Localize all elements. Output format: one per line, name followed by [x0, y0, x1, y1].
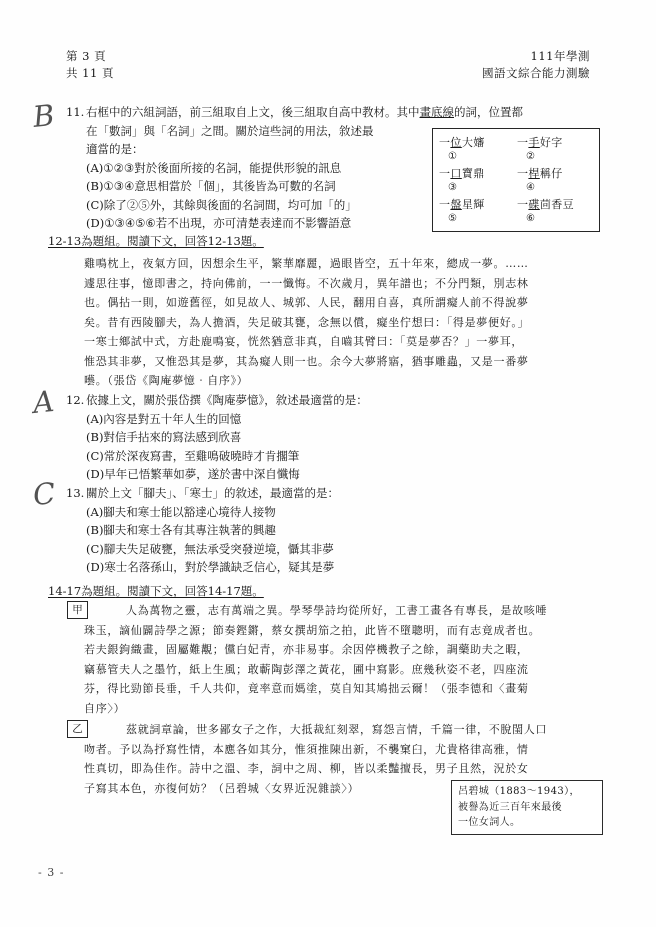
word-box-phrase-3	[439, 165, 515, 181]
passage-12-13-line-5: 一寒士鄉試中式，方赴鹿鳴宴，恍然猶意非真，自嚙其臂曰：「莫是夢否？」一夢耳，	[84, 335, 524, 348]
passage-jia-line-3: 若夫銀鉤織畫，固屬難覯；儻白妃青，亦非易事。余因停機教子之餘，調藥助夫之暇，	[84, 643, 529, 656]
word-box-index-6: ⑥	[526, 213, 535, 224]
passage-jia-line-1: 人為萬物之靈，志有萬端之異。學琴學詩均從所好，工書工畫各有專長，是故咳唾	[126, 604, 548, 617]
q12-option-b[interactable]: (B)對信手拈來的寫法感到欣喜	[86, 430, 242, 444]
wb3-pre: 一	[439, 167, 451, 180]
q11-option-d[interactable]: (D)①③④⑤⑥若不出現，亦可清楚表達而不影響語意	[86, 216, 352, 230]
wb3-underlined: 口	[450, 167, 462, 180]
wb2-post: 好字	[539, 136, 563, 149]
wb4-post: 稱仔	[539, 167, 563, 180]
passage-jia-line-5: 芬，得比勁節長垂，千人共仰，竟率意而媽塗，莫自知其鳩拙云爾！（張李德和〈畫菊	[84, 682, 529, 695]
question-13-stem	[66, 484, 596, 503]
q13-option-c[interactable]: (C)腳夫失足破甕，無法承受突發逆境，懾其非夢	[86, 541, 334, 556]
word-box-item-6	[517, 196, 593, 226]
word-box-index-3: ③	[448, 182, 457, 193]
handwritten-answer-q13: C	[31, 475, 57, 513]
word-box-index-1: ①	[448, 151, 457, 162]
q11-stem-line2: 在「數詞」與「名詞」之間。關於這些詞的用法，敘述最	[86, 123, 374, 138]
header-row-1	[66, 48, 590, 65]
wb2-underlined: 手	[528, 136, 540, 149]
word-box-row	[439, 134, 593, 164]
q11-stem-part-a: 右框中的六組詞語，前三組取自上文，後三組取自高中教材。其中	[86, 105, 420, 119]
passage-jia-line-6: 自序〉）	[84, 701, 126, 715]
passage-12-13-line-4: 矣。昔有西陵腳夫，為人擔酒，失足破其甕，念無以償，癡坐佇想曰：「得是夢便好。」	[84, 315, 530, 329]
question-13-number: 13.	[66, 486, 85, 500]
q11-option-a[interactable]: (A)①②③對於後面所接的名詞，能提供形貌的訊息	[86, 160, 342, 175]
group-14-17-rest: 。閱讀下文，回答14-17題。	[115, 584, 264, 598]
question-12-number: 12.	[66, 393, 85, 407]
word-box-index-4: ④	[526, 182, 535, 193]
word-box-item-5	[439, 196, 515, 226]
question-11-number: 11.	[66, 105, 85, 119]
passage-jia-line-4: 竊慕管夫人之墨竹，紙上生風；敢蘄陶彭澤之黃花，圃中寫影。庶幾秋姿不老，四座流	[84, 662, 529, 676]
wb4-pre: 一	[517, 167, 529, 180]
q11-option-b[interactable]: (B)①③④意思相當於「個」，其後皆為可數的名詞	[86, 179, 336, 193]
word-box-row	[439, 196, 593, 226]
page-header	[66, 48, 590, 82]
passage-yi-line-3: 性真切，即為佳作。詩中之溫、李，詞中之周、柳，皆以柔豔擅長，男子且然，況於女	[84, 762, 529, 775]
word-box-row	[439, 165, 593, 195]
question-12	[66, 391, 596, 484]
wb6-pre: 一	[517, 198, 529, 211]
word-box-phrase-2	[517, 134, 593, 150]
wb3-post: 寶鼎	[461, 167, 485, 180]
word-box-phrase-5	[439, 196, 515, 212]
word-box-phrase-4	[517, 165, 593, 181]
word-box-index-2: ②	[526, 151, 535, 162]
passage-jia	[84, 601, 596, 718]
question-11-stem	[66, 103, 596, 122]
word-box-item-3	[439, 165, 515, 195]
wb1-pre: 一	[439, 136, 451, 149]
wb6-post: 茴香豆	[539, 198, 575, 211]
question-12-stem	[66, 391, 596, 410]
page-total-line: 共 11 頁	[66, 66, 114, 80]
group-12-13-rest: 。閱讀下文，回答12-13題。	[115, 234, 264, 248]
passage-marker-jia: 甲	[67, 601, 88, 619]
passage-yi-line-4: 子寫其本色，亦復何妨？（呂碧城〈女界近況雜談〉）	[84, 781, 360, 795]
footnote-box-lu-biecheng	[451, 780, 603, 835]
wb5-post: 星輝	[461, 198, 485, 211]
wb2-pre: 一	[517, 136, 529, 149]
q13-option-b[interactable]: (B)腳夫和寒士各有其專注執著的興趣	[86, 523, 276, 537]
handwritten-answer-q12: A	[31, 383, 56, 421]
passage-12-13-line-1: 雞鳴枕上，夜氣方回，因想余生平，繁華靡麗，過眼皆空，五十年來，總成一夢。……	[84, 257, 529, 270]
passage-12-13-line-7: 囈。（張岱《陶庵夢憶‧自序》）	[84, 374, 249, 387]
passage-yi-line-2: 吻者。予以為抒寫性情，本應各如其分，惟須推陳出新，不襲窠臼，尤貴格律高雅，情	[84, 742, 529, 756]
question-13-stem-text: 關於上文「腳夫」、「寒士」的敘述，最適當的是：	[86, 486, 339, 500]
header-row-2	[66, 65, 590, 82]
wb5-underlined: 盤	[450, 198, 462, 211]
wb6-underlined: 碟	[528, 198, 540, 211]
wb5-pre: 一	[439, 198, 451, 211]
word-box-phrase-1	[439, 134, 515, 150]
passage-marker-yi: 乙	[67, 720, 88, 738]
wb1-post: 大嬸	[461, 136, 485, 149]
wb1-underlined: 位	[450, 136, 462, 149]
page-footer: - 3 -	[38, 866, 65, 879]
question-11-stem-text	[86, 103, 596, 122]
group-12-13-underlined: 12-13為題組	[48, 234, 116, 248]
group-label-14-17	[48, 583, 264, 599]
exam-subject-label: 國語文綜合能力測驗	[482, 66, 590, 80]
q12-option-d[interactable]: (D)早年已悟繁華如夢，遂於書中深自懺悔	[86, 467, 300, 481]
question-11-word-box	[432, 128, 600, 232]
q13-option-a[interactable]: (A)腳夫和寒士能以豁達心境待人接物	[86, 504, 276, 519]
passage-jia-line-2: 珠玉，謫仙闢詩學之源；節奏鏗鏘，蔡女撰胡笳之拍，此皆不墮聰明，而有志竟成者也。	[84, 623, 541, 637]
word-box-item-1	[439, 134, 515, 164]
page-number-line: 第 3 頁	[66, 49, 107, 63]
word-box-item-2	[517, 134, 593, 164]
q11-stem-underlined: 畫底線	[419, 105, 454, 119]
q12-option-c[interactable]: (C)常於深夜寫書，至雞鳴破曉時才肯擱筆	[86, 448, 300, 463]
q11-option-c[interactable]: (C)除了②⑤外，其餘與後面的名詞間，均可加「的」	[86, 197, 357, 212]
q13-option-d[interactable]: (D)寒士名落孫山，對於學識缺乏信心，疑其是夢	[86, 560, 335, 574]
footnote-line-1: 呂碧城（1883～1943），	[458, 786, 580, 797]
handwritten-answer-q11: B	[31, 97, 57, 135]
question-12-stem-text: 依據上文，關於張岱撰《陶庵夢憶》，敘述最適當的是：	[86, 393, 368, 407]
wb4-underlined: 桿	[528, 167, 540, 180]
passage-12-13-line-2: 遽思往事，憶即書之，持向佛前，一一懺悔。不次歲月，異年譜也；不分門類，別志林	[84, 276, 529, 290]
footnote-line-3: 一位女詞人。	[458, 817, 521, 828]
passage-12-13	[84, 254, 596, 391]
question-13	[66, 484, 596, 577]
word-box-phrase-6	[517, 196, 593, 212]
passage-yi-line-1: 茲就詞章論，世多鄙女子之作，大抵裁紅刻翠，寫怨言情，千篇一律，不脫閨人口	[126, 723, 548, 736]
passage-12-13-line-3: 也。偶拈一則，如遊舊徑，如見故人、城郭、人民，翻用自喜，真所謂癡人前不得說夢	[84, 296, 529, 309]
exam-year-label: 111年學測	[530, 49, 590, 63]
word-box-item-4	[517, 165, 593, 195]
q11-stem-line3: 適當的是：	[86, 142, 144, 156]
passage-12-13-line-6: 惟恐其非夢，又惟恐其是夢，其為癡人則一也。余今大夢將寤，猶事雕蟲，又是一番夢	[84, 354, 529, 368]
q12-option-a[interactable]: (A)內容是對五十年人生的回憶	[86, 411, 242, 426]
q11-stem-part-b: 的詞，位置都	[454, 105, 523, 119]
group-14-17-underlined: 14-17為題組	[48, 584, 116, 598]
word-box-index-5: ⑤	[448, 213, 457, 224]
footnote-line-2: 被譽為近三百年來最後	[458, 801, 562, 813]
group-label-12-13	[48, 233, 264, 249]
